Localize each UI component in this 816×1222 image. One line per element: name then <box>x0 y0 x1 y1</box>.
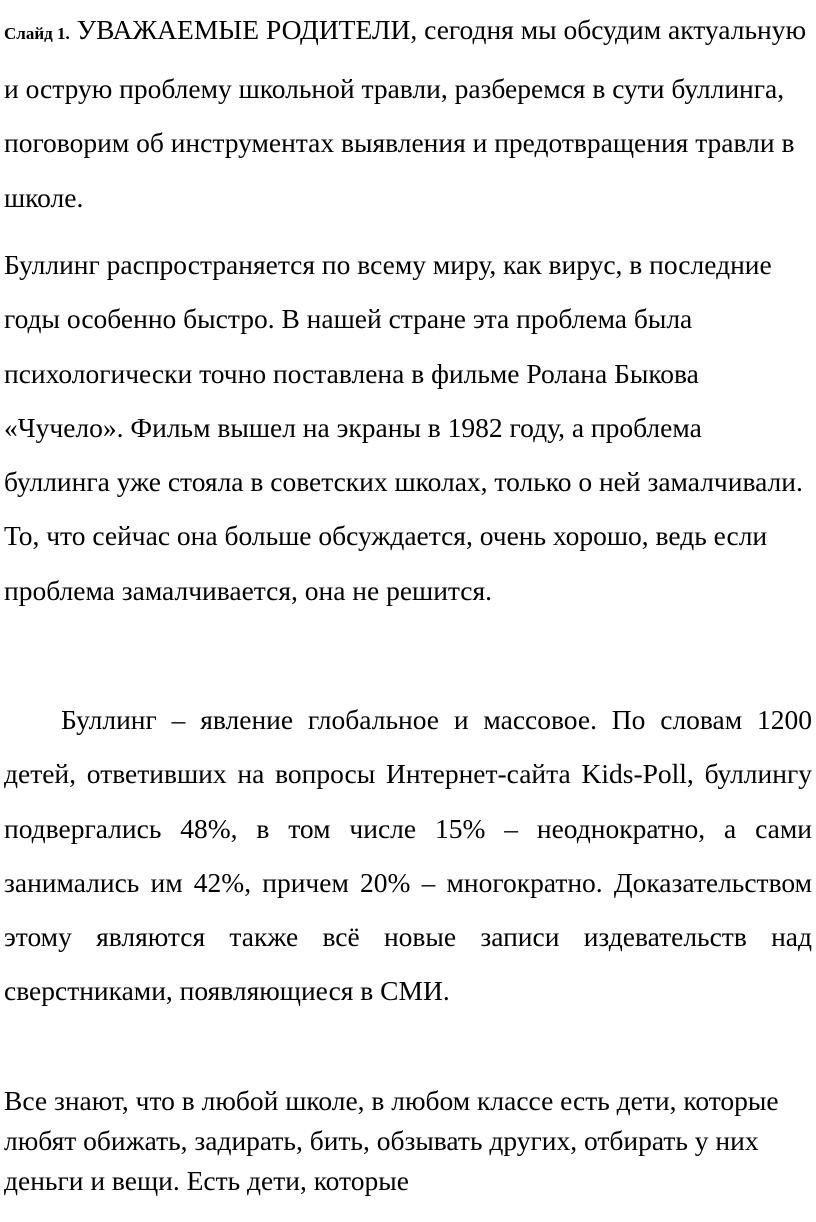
paragraph-bullying-statistics: Буллинг – явление глобальное и массовое. По словам 1200 детей, ответивших на вопросы Интернет-сайта Kids-Poll, буллингу подвергались 48%, в том числе 15% – неоднократно, а сами занимались им 42%, причем 20% – многократно. Доказательством этому являются также всё новые записи издевательств над сверстниками, появляющиеся в СМИ. <box>4 704 812 1007</box>
slide-label: Слайд 1. <box>4 24 70 43</box>
paragraph-intro-text: УВАЖАЕМЫЕ РОДИТЕЛИ, сегодня мы обсудим актуальную и острую проблему школьной травли, разберемся в сути буллинга, поговорим об инструментах выявления и предотвращения травли в школе. <box>4 14 807 213</box>
paragraph-intro <box>4 3 812 225</box>
paragraph-school-children: Все знают, что в любой школе, в любом классе есть дети, которые любят обижать, задирать, бить, обзывать других, отбирать у них деньги и вещи. Есть дети, которые <box>4 1085 779 1196</box>
paragraph-bullying-spread: Буллинг распространяется по всему миру, как вирус, в последние годы особенно быстро. В нашей стране эта проблема была психологически точно поставлена в фильме Ролана Быкова «Чучело». Фильм вышел на экраны в 1982 году, а проблема буллинга уже стояла в советских школах, только о ней замалчивали. То, что сейчас она больше обсуждается, очень хорошо, ведь если проблема замалчивается, она не решится. <box>4 249 803 606</box>
